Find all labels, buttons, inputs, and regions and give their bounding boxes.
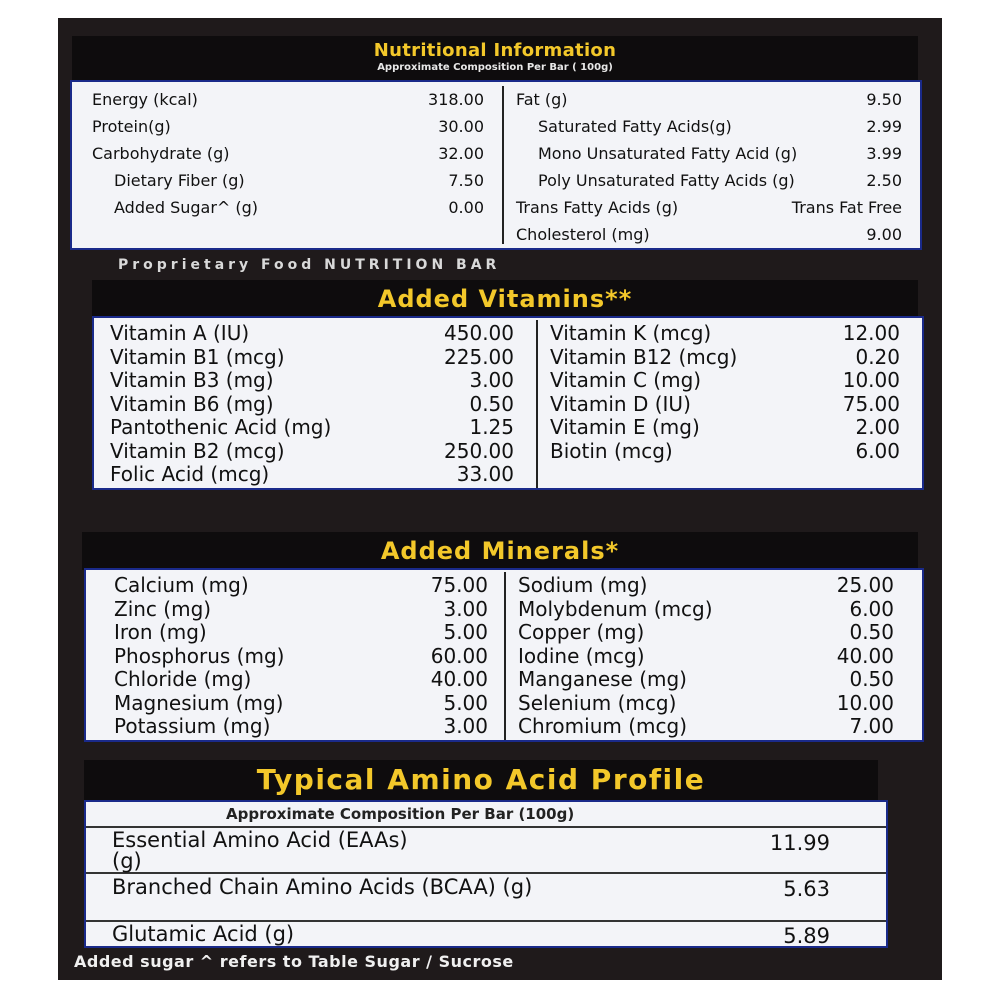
mineral-label: Iodine (mcg): [518, 643, 645, 668]
nutrient-value: Trans Fat Free: [791, 198, 902, 217]
nutrient-value: 2.99: [866, 117, 902, 136]
nutrient-value: 2.50: [866, 171, 902, 190]
mineral-row: [114, 668, 488, 692]
mineral-row: [518, 692, 894, 716]
vitamin-label: Pantothenic Acid (mg): [110, 415, 332, 439]
mineral-label: Zinc (mg): [114, 596, 212, 621]
mineral-label: Selenium (mcg): [518, 690, 677, 715]
mineral-row: [114, 621, 488, 645]
nutrient-label: Mono Unsaturated Fatty Acid (g): [538, 144, 798, 163]
vitamin-row: [110, 346, 514, 370]
amino-label: Glutamic Acid (g): [112, 922, 295, 946]
mineral-row: [518, 598, 894, 622]
nutrient-row: [92, 140, 484, 167]
mineral-label: Molybdenum (mcg): [518, 596, 713, 621]
nutrient-label: Dietary Fiber (g): [114, 171, 245, 190]
mineral-value: 3.00: [443, 596, 488, 621]
nutrient-label: Carbohydrate (g): [92, 144, 230, 163]
column-divider: [536, 320, 538, 488]
nutrient-label: Trans Fatty Acids (g): [516, 198, 679, 217]
amino-row: [86, 828, 886, 874]
minerals-right-column: [518, 574, 894, 740]
mineral-value: 5.00: [443, 620, 488, 644]
vitamin-row: [110, 416, 514, 440]
nutrient-label: Energy (kcal): [92, 90, 198, 109]
nutrient-value: 7.50: [448, 171, 484, 190]
vitamin-value: 10.00: [842, 368, 900, 392]
mineral-value: 10.00: [836, 690, 894, 715]
vitamin-value: 6.00: [855, 438, 900, 463]
vitamin-row: [550, 369, 900, 393]
vitamins-title: Added Vitamins**: [92, 280, 918, 318]
amino-label: Branched Chain Amino Acids (BCAA) (g): [112, 875, 533, 899]
mineral-row: [114, 598, 488, 622]
mineral-label: Chromium (mcg): [518, 714, 687, 738]
vitamin-value: 0.20: [855, 344, 900, 369]
vitamin-row: [110, 440, 514, 464]
vitamin-label: Vitamin B6 (mg): [110, 391, 274, 416]
mineral-label: Phosphorus (mg): [114, 643, 285, 668]
vitamin-row: [550, 416, 900, 440]
mineral-row: [518, 645, 894, 669]
vitamin-row: [550, 346, 900, 370]
nutrient-value: 3.99: [866, 144, 902, 163]
vitamin-label: Vitamin B2 (mcg): [110, 438, 285, 463]
mineral-row: [518, 668, 894, 692]
column-divider: [502, 86, 504, 244]
vitamin-label: Vitamin B12 (mcg): [550, 344, 738, 369]
mineral-label: Manganese (mg): [518, 667, 687, 691]
mineral-label: Copper (mg): [518, 620, 645, 644]
vitamin-row: [550, 393, 900, 417]
nutrition-label-card: [58, 18, 942, 980]
vitamin-value: 12.00: [842, 321, 900, 345]
nutrient-value: 9.50: [866, 90, 902, 109]
vitamin-label: Vitamin K (mcg): [550, 321, 712, 345]
mineral-value: 0.50: [849, 667, 894, 691]
vitamins-left-column: [110, 322, 514, 488]
product-name-strip: Proprietary Food NUTRITION BAR: [118, 257, 501, 273]
footnote: Added sugar ^ refers to Table Sugar / Sucrose: [74, 952, 514, 971]
nutrient-value: 30.00: [438, 117, 484, 136]
nutrition-right-column: [516, 86, 902, 248]
vitamin-row: [110, 322, 514, 346]
nutrition-left-column: [92, 86, 484, 248]
mineral-value: 5.00: [443, 690, 488, 715]
vitamin-value: 33.00: [456, 462, 514, 486]
vitamin-row: [110, 393, 514, 417]
vitamin-label: Folic Acid (mcg): [110, 462, 270, 486]
mineral-value: 75.00: [430, 573, 488, 597]
nutrition-panel: [70, 80, 922, 250]
amino-row: [86, 874, 886, 922]
vitamin-label: Vitamin C (mg): [550, 368, 702, 392]
nutrient-row: [516, 167, 902, 194]
nutrient-row: [516, 221, 902, 248]
amino-subtitle: Approximate Composition Per Bar (100g): [86, 802, 886, 828]
nutrient-value: 9.00: [866, 225, 902, 244]
vitamin-label: Vitamin A (IU): [110, 321, 250, 345]
nutrient-row: [92, 86, 484, 113]
nutrient-row: [516, 113, 902, 140]
column-divider: [504, 572, 506, 740]
nutrient-row: [92, 167, 484, 194]
mineral-value: 40.00: [430, 667, 488, 691]
vitamins-panel: [92, 316, 924, 490]
mineral-value: 60.00: [430, 643, 488, 668]
vitamin-value: 250.00: [444, 438, 514, 463]
vitamin-row: [110, 369, 514, 393]
nutrient-label: Saturated Fatty Acids(g): [538, 117, 732, 136]
nutrient-row: [92, 194, 484, 221]
minerals-panel: [84, 568, 924, 742]
nutrient-row: [516, 86, 902, 113]
vitamin-label: Vitamin B3 (mg): [110, 368, 274, 392]
vitamin-row: [110, 463, 514, 487]
nutrition-title: Nutritional Information: [373, 40, 617, 61]
mineral-value: 3.00: [443, 714, 488, 738]
vitamin-label: Vitamin E (mg): [550, 415, 700, 439]
vitamin-value: 1.25: [469, 415, 514, 439]
nutrient-label: Protein(g): [92, 117, 171, 136]
mineral-row: [114, 715, 488, 739]
mineral-label: Iron (mg): [114, 620, 207, 644]
amino-value: 5.89: [783, 924, 830, 948]
mineral-row: [518, 621, 894, 645]
mineral-value: 40.00: [836, 643, 894, 668]
vitamin-row: [550, 322, 900, 346]
vitamin-label: Vitamin D (IU): [550, 391, 691, 416]
amino-label: Essential Amino Acid (EAAs) (g): [112, 828, 408, 873]
nutrition-header: [72, 36, 918, 86]
nutrient-value: 32.00: [438, 144, 484, 163]
vitamins-right-column: [550, 322, 900, 488]
mineral-value: 25.00: [836, 573, 894, 597]
vitamin-row: [550, 440, 900, 464]
nutrient-label: Fat (g): [516, 90, 568, 109]
amino-title: Typical Amino Acid Profile: [84, 760, 878, 800]
nutrient-value: 318.00: [428, 90, 484, 109]
vitamin-value: 3.00: [469, 368, 514, 392]
mineral-row: [518, 574, 894, 598]
amino-value: 11.99: [769, 831, 830, 855]
nutrient-label: Poly Unsaturated Fatty Acids (g): [538, 171, 795, 190]
nutrition-subtitle: Approximate Composition Per Bar ( 100g): [377, 62, 613, 73]
vitamin-value: 2.00: [855, 415, 900, 439]
mineral-label: Magnesium (mg): [114, 690, 284, 715]
mineral-label: Potassium (mg): [114, 714, 271, 738]
vitamin-value: 450.00: [444, 321, 514, 345]
amino-panel: [84, 800, 888, 948]
nutrient-row: [92, 113, 484, 140]
nutrient-label: Cholesterol (mg): [516, 225, 650, 244]
amino-row: [86, 922, 886, 948]
amino-value: 5.63: [783, 877, 830, 901]
mineral-value: 7.00: [849, 714, 894, 738]
mineral-row: [114, 574, 488, 598]
vitamin-value: 0.50: [469, 391, 514, 416]
nutrient-value: 0.00: [448, 198, 484, 217]
mineral-row: [114, 645, 488, 669]
vitamin-value: 75.00: [842, 391, 900, 416]
vitamin-label: Biotin (mcg): [550, 438, 673, 463]
mineral-label: Sodium (mg): [518, 573, 648, 597]
mineral-row: [114, 692, 488, 716]
vitamin-value: 225.00: [444, 344, 514, 369]
mineral-label: Chloride (mg): [114, 667, 252, 691]
mineral-label: Calcium (mg): [114, 573, 249, 597]
minerals-title: Added Minerals*: [82, 532, 918, 570]
nutrient-row: [516, 140, 902, 167]
nutrient-row: [516, 194, 902, 221]
minerals-left-column: [114, 574, 488, 740]
mineral-value: 6.00: [849, 596, 894, 621]
mineral-row: [518, 715, 894, 739]
vitamin-label: Vitamin B1 (mcg): [110, 344, 285, 369]
mineral-value: 0.50: [849, 620, 894, 644]
nutrient-label: Added Sugar^ (g): [114, 198, 259, 217]
